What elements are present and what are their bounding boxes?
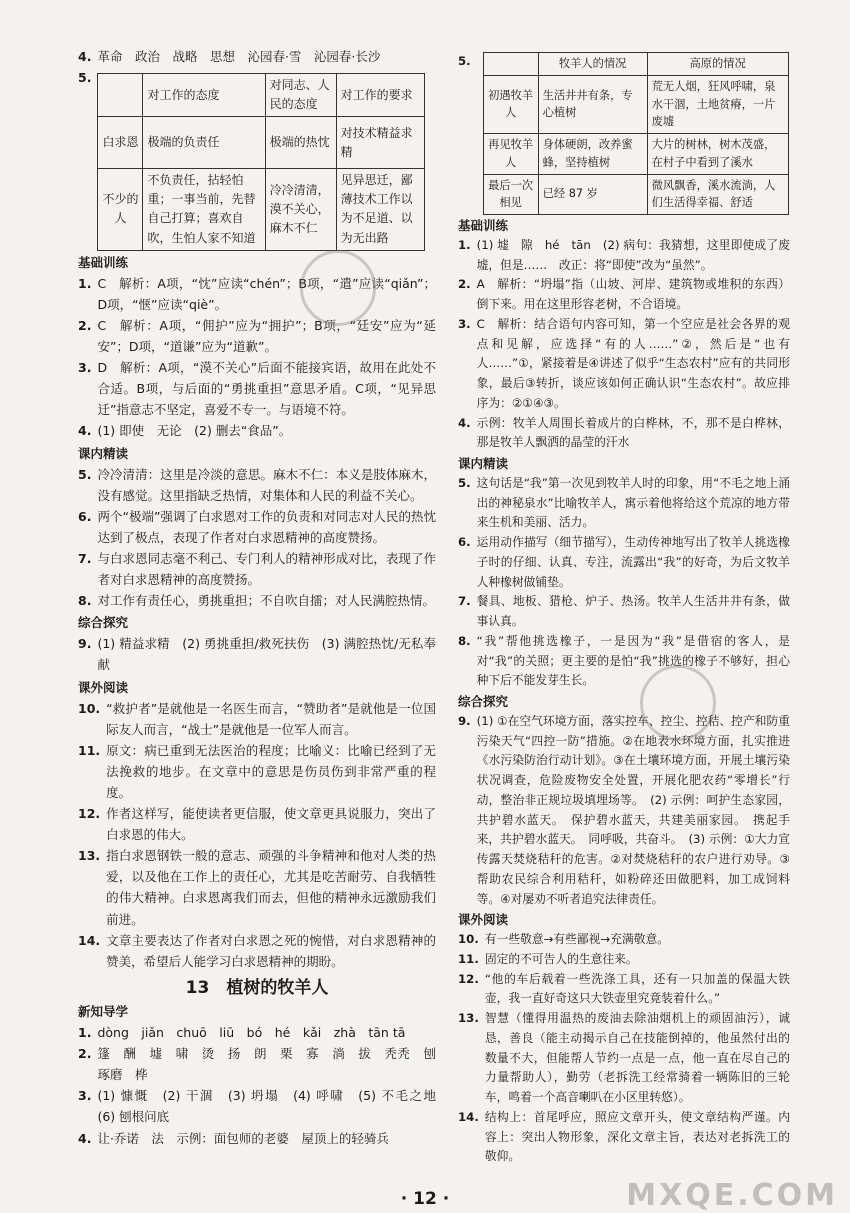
item-number: 4. [458,415,471,430]
item-text: (1) 慷慨 (2) 干涸 (3) 坍塌 (4) 呼啸 (5) 不毛之地 (6) 刨根问底 [97,1088,449,1125]
item-number: 2. [78,1046,92,1062]
answer-item [458,712,790,910]
table-cell: 生活井井有条，专心植树 [538,75,647,133]
answer-list [458,712,790,910]
table-cell: 对工作的态度 [143,74,265,117]
attitude-table [97,73,425,251]
item-number: 10. [458,932,479,946]
section-heading: 综合探究 [458,694,509,709]
left-column [78,46,449,1149]
answer-item [78,357,436,420]
item-text: 这句话是“我”第一次见到牧羊人时的印象，用“不毛之地上涌出的神秘泉水”比喻牧羊人，寓示着他将给这个荒凉的地方带来生机和美丽、活力。 [476,475,790,530]
answer-item [78,633,436,675]
item-text: 运用动作描写（细节描写），生动传神地写出了牧羊人挑选橡子时的仔细、认真、专注，流露出“我”的好奇，为后文牧羊人种橡树做铺垫。 [476,535,790,589]
item-text: (1) ①在空气环境方面，落实控车、控尘、控秸、控产和防重污染天气“四控一防”措施。②在地表水环境方面，扎实推进《水污染防治行动计划》。③在土壤环境方面，开展土壤污染状况调查，危险废物安全处置，开展化肥农药“零增长”行动，整治非正规垃圾填埋场等。 (2) 示例：呵护生态家园，共护碧水蓝天。 保护碧水蓝天，共建美丽家园。 携起手来，共护碧水蓝天。 同呼吸，共奋斗。 (3) 示例：①大力宣传露天焚烧秸秆的危害。②对焚烧秸秆的农户进行劝导。③帮助农民综合利用秸秆，如粉碎还田做肥料，加工成饲料等。④对屡劝不听者追究法律责任。 [476,713,790,906]
section-heading: 综合探究 [78,615,129,631]
answer-item [78,1085,449,1127]
item-number: 9. [458,713,471,728]
watermark-seal-icon [640,665,716,741]
answer-item [78,698,436,740]
answer-item [458,970,790,1010]
item-number: 12. [458,971,479,986]
table-cell: 冷冷清清，漠不关心，麻木不仁 [265,169,336,250]
item-number: 13. [78,848,101,864]
answer-list [78,273,436,442]
section-heading: 课外阅读 [78,679,129,695]
table-cell: 极端的热忱 [265,117,336,169]
item-text: “我”帮他挑选橡子，一是因为“我”是借宿的客人，是对“我”的关照；更主要的是怕“我”挑选的橡子不够好，担心种下后不能发芽生长。 [476,633,790,688]
table-cell: 高原的情况 [647,53,788,76]
item-number: 4. [78,423,92,439]
item-number: 3. [458,316,471,331]
answer-item [78,464,436,506]
item-text: 固定的不可告人的生意往来。 [484,951,638,966]
item-text: 作者这样写，能使读者更信服，使文章更具说服力，突出了白求恩的伟大。 [106,806,436,843]
answer-item [458,1108,790,1167]
item-text: 篷 酬 墟 啸 烫 扬 朗 栗 寡 淌 拔 秃秃 刨 琢磨 桦 [97,1046,449,1083]
answer-list [78,633,436,675]
item-number: 7. [78,550,92,566]
item-number: 4. [78,1130,92,1146]
chapter-title: 13 植树的牧羊人 [185,977,329,998]
item-number: 3. [78,360,92,376]
answer-list [458,236,790,453]
item-number: 14. [78,932,101,948]
section-heading: 基础训练 [78,254,129,270]
watermark-seal-icon [300,250,376,326]
item-number: 5. [458,475,471,490]
answer-item [78,1022,436,1043]
answer-item [78,548,436,590]
item-number: 5. [78,466,92,482]
table-cell [483,53,538,76]
item-number: 8. [78,593,92,609]
section-heading: 基础训练 [458,218,509,233]
table-cell: 初遇牧羊人 [483,75,538,133]
answer-item [458,1009,790,1108]
answer-item [458,950,790,970]
table-cell: 不负责任，拈轻怕重；一事当前，先替自己打算；喜欢自吹，生怕人家不知道 [143,169,265,250]
table-cell: 大片的树林，树木茂盛，在村子中看到了溪水 [647,134,788,175]
answer-item [458,592,790,632]
item-number: 2. [458,277,471,292]
answer-item [78,1128,436,1149]
answer-item [78,46,436,67]
answer-list [78,464,436,612]
answer-item [78,1043,449,1085]
item-number: 10. [78,700,101,716]
answer-item [458,52,790,215]
item-number: 6. [458,535,471,549]
item-text: (1) 精益求精 (2) 勇挑重担/救死扶伤 (3) 满腔热忱/无私奉献 [97,636,436,673]
item-text: C 解析：A项，“忱”应读“chén”；B项，“遣”应读“qiǎn”；D项，“惬”应读“qiè”。 [97,275,436,312]
item-text: C 解析：A项，“佣护”应为“拥护”；B项，“廷安”应为“延安”；D项，“道谦”应为“道歉”。 [97,317,436,355]
table-cell: 对同志、人民的态度 [265,74,336,117]
item-number: 7. [458,594,471,609]
section-heading: 课内精读 [78,445,129,461]
table-cell: 荒无人烟，狂风呼啸，泉水干涸，土地贫瘠，一片废墟 [647,75,788,133]
item-text: (1) 墟 隙 hé tān (2) 病句：我猜想，这里即使成了废墟，但是…… 改正：将“即使”改为“虽然”。 [476,237,790,272]
table-cell: 见异思迁，鄙薄技术工作以为不足道、以为无出路 [336,169,425,250]
item-number: 1. [78,275,92,291]
item-number: 1. [458,237,471,252]
item-text: 与白求恩同志毫不利己、专门利人的精神形成对比，表现了作者对白求恩精神的高度赞扬。 [97,550,436,588]
answer-item [78,506,436,548]
item-text: dòng jiǎn chuō liū bó hé kǎi zhà tān tā [97,1025,406,1041]
answer-item [78,803,436,845]
answer-list [78,698,436,972]
item-number: 5. [78,70,92,86]
answer-item [458,315,790,414]
item-text: “救护者”是就他是一名医生而言，“赞助者”是就他是一位国际友人而言，“战士”是就他是一位军人而言。 [106,700,436,737]
answer-item [458,533,790,592]
table-row [98,117,425,169]
item-number: 9. [78,636,92,652]
item-number: 5. [458,54,471,68]
item-number: 2. [78,317,92,333]
item-number: 11. [78,742,101,758]
table-cell: 牧羊人的情况 [538,53,647,76]
item-number: 1. [78,1025,92,1041]
item-number: 4. [78,49,92,64]
item-text: 指白求恩钢铁一般的意志、顽强的斗争精神和他对人类的热爱，以及他在工作上的责任心，尤其是吃苦耐劳、自我牺牲的伟大精神。白求恩离我们而去，但他的精神永远激励我们前进。 [106,848,436,927]
item-number: 12. [78,806,101,822]
watermark-logo: MXQE.COM [626,1178,838,1213]
table-cell: 白求恩 [98,117,143,169]
right-column [458,52,790,1167]
table-header-row [483,53,788,76]
table-row [98,169,425,250]
item-text: 有一些敬意→有些鄙视→充满敬意。 [484,932,670,946]
table-cell: 身体硬朗，改养蜜蜂，坚持植树 [538,134,647,175]
answer-item [78,590,436,611]
item-text: 冷冷清清：这里是冷淡的意思。麻木不仁：本义是肢体麻木，没有感觉。这里指缺乏热情，对集体和人民的利益不关心。 [97,466,436,503]
item-text: 示例：牧羊人周围长着成片的白桦林，不，那不是白桦林，那是牧羊人飘洒的晶莹的汗水 [476,415,790,450]
item-text: 让·乔诺 法 示例：面包师的老婆 屋顶上的轻骑兵 [97,1130,389,1146]
item-text: “他的车后载着一些洗涤工具，还有一只加盖的保温大铁壶，我一直好奇这只大铁壶里究竟装着什么。” [484,971,790,1006]
page-number: · 12 · [400,1189,450,1209]
item-text: D 解析：A项，“漠不关心”后面不能接宾语，故用在此处不合适。B项，与后面的“勇挑重担”意思矛盾。C项，“见异思迁”指意志不坚定，喜爱不专一。与语境不符。 [97,360,436,418]
item-text: 革命 政治 战略 思想 沁园春·雪 沁园春·长沙 [97,49,381,64]
item-text: 两个“极端”强调了白求恩对工作的负责和对同志对人民的热忱达到了极点，表现了作者对白求恩精神的高度赞扬。 [97,508,436,545]
answer-item [78,315,436,357]
item-text: A 解析：“坍塌”指（山坡、河岸、建筑物或堆积的东西）倒下来。用在这里形容老树，不合语境。 [476,277,790,311]
table-cell: 对技术精益求精 [336,117,425,169]
item-text: 结构上：首尾呼应，照应文章开头，使文章结构严谨。内容上：突出人物形象，深化文章主旨，表达对老拆洗工的敬仰。 [484,1109,790,1164]
section-heading: 课外阅读 [458,912,509,928]
table-cell: 不少的人 [98,169,143,250]
answer-item [78,273,436,315]
table-cell: 已经 87 岁 [538,174,647,215]
answer-item [458,236,790,276]
item-number: 3. [78,1088,92,1104]
table-cell: 极端的负责任 [143,117,265,169]
item-number: 8. [458,633,471,648]
answer-list [458,474,790,691]
table-cell [98,74,143,117]
answer-item [78,845,436,929]
section-heading: 课内精读 [458,456,509,471]
item-text: 文章主要表达了作者对白求恩之死的惋惜，对白求恩精神的赞美，希望后人能学习白求恩精神的期盼。 [106,932,436,969]
answer-item [458,474,790,533]
table-cell: 微风飘香，溪水流淌，人们生活得幸福、舒适 [647,174,788,215]
table-header-row [98,74,425,117]
answer-item [458,632,790,691]
item-number: 11. [458,951,479,966]
item-text: 智慧（懂得用温热的废油去除油烟机上的顽固油污），诚恳，善良（能主动揭示自己在技能倒掉的，他虽然付出的数量不大，但能帮人节约一点是一点，他一直在尽自己的力量帮助人），勤劳（老拆洗工经常骑着一辆陈旧的三轮车，鸣着一个高音喇叭在小区里转悠）。 [484,1011,790,1104]
item-text: 原文：病已重到无法医治的程度；比喻义：比喻已经到了无法挽救的地步。在文章中的意思是伤员伤到非常严重的程度。 [106,742,436,800]
item-text: C 解析：结合语句内容可知，第一个空应是社会各界的观点和见解，应选择“有的人……”②，然后是“也有人……”①，紧接着是④讲述了似乎“生态农村”应有的共同形象，最后③转折，谈应该如何正确认识“生态农村”。故应排序为：②①④③。 [476,316,790,410]
answer-item [78,930,436,972]
item-text: 对工作有责任心，勇挑重担；不自吹自擂；对人民满腔热情。 [97,593,435,609]
item-number: 6. [78,508,92,524]
answer-list [458,930,790,1167]
answer-item [458,414,790,454]
table-cell: 再见牧羊人 [483,134,538,175]
table-row [483,75,788,133]
answer-item [458,930,790,950]
table-cell: 对工作的要求 [336,74,425,117]
answer-item [458,275,790,315]
answer-list [78,1022,449,1149]
item-text: (1) 即使 无论 (2) 删去“食品”。 [97,423,292,439]
table-row [483,174,788,215]
item-number: 14. [458,1109,479,1124]
shepherd-table [483,52,789,215]
answer-item [78,740,436,803]
table-row [483,134,788,175]
item-number: 13. [458,1011,479,1025]
item-text: 餐具、地板、猎枪、炉子、热汤。牧羊人生活井井有条，做事认真。 [476,594,790,628]
answer-item [78,67,436,251]
table-cell: 最后一次相见 [483,174,538,215]
section-heading: 新知导学 [78,1003,129,1019]
answer-item [78,420,436,441]
